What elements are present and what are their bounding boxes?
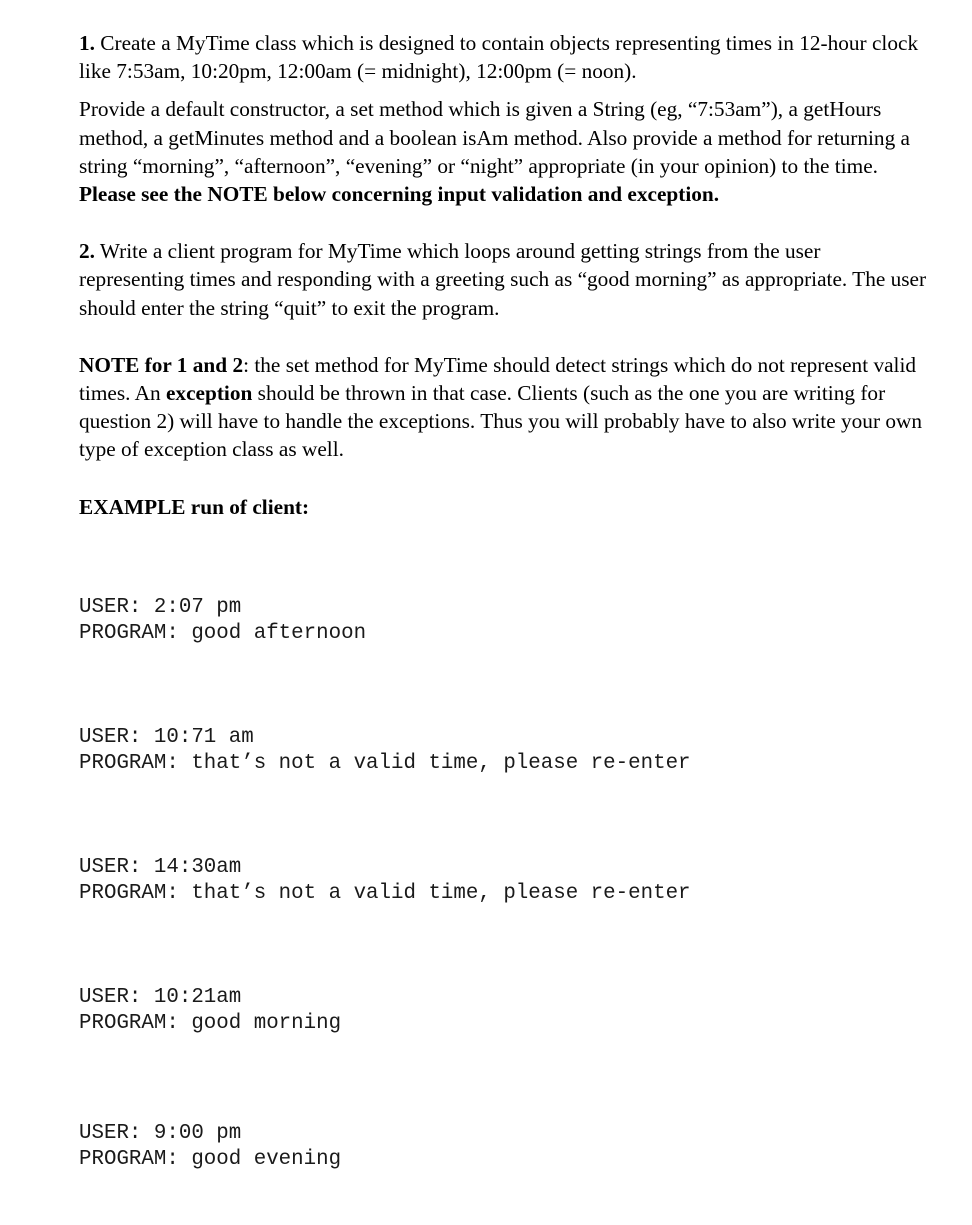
question-1-number: 1. <box>79 31 95 55</box>
user-input-line: USER: 10:71 am <box>79 725 254 749</box>
note-text-b: should be thrown in that case. Clients (such as the one you are writing for question 2) will have to handle the exceptions. Thus you will probably have to also write your own type of exception class as well. <box>79 381 923 462</box>
question-1-requirements-text: Provide a default constructor, a set method which is given a String (eg, “7:53am”), a getHours method, a getMinutes method and a boolean isAm method. Also provide a method for returning a string “morning”, “afternoon”, “evening” or “night” appropriate (in your opinion) to the time. <box>79 97 910 178</box>
user-input-line: USER: 10:21am <box>79 985 242 1009</box>
example-exchange <box>79 855 929 907</box>
example-exchange <box>79 1121 929 1173</box>
program-response-line: PROGRAM: that’s not a valid time, please re-enter <box>79 881 691 905</box>
question-2-text: Write a client program for MyTime which loops around getting strings from the user representing times and responding with a greeting such as “good morning” as appropriate. The user should enter the string “quit” to exit the program. <box>79 239 927 320</box>
example-exchange <box>79 985 929 1037</box>
user-input-line: USER: 14:30am <box>79 855 242 879</box>
question-2 <box>79 237 929 322</box>
note-text-a: : the set method for MyTime should detect strings which do not represent valid times. An <box>79 352 917 406</box>
example-transcript <box>79 543 929 1225</box>
example-exchange <box>79 595 929 647</box>
question-1-requirements <box>79 95 929 208</box>
question-1-note-reference: Please see the NOTE below concerning input validation and exception. <box>79 182 720 207</box>
note-label: NOTE for 1 and 2 <box>79 352 244 377</box>
user-input-line: USER: 2:07 pm <box>79 595 242 619</box>
note-bold-exception: exception <box>165 381 253 406</box>
question-1-intro <box>79 29 929 85</box>
program-response-line: PROGRAM: good afternoon <box>79 621 367 645</box>
program-response-line: PROGRAM: that’s not a valid time, please re-enter <box>79 751 691 775</box>
example-heading: EXAMPLE run of client: <box>79 494 310 519</box>
note-paragraph <box>79 351 929 464</box>
program-response-line: PROGRAM: good morning <box>79 1011 342 1035</box>
assignment-document <box>79 29 929 1225</box>
question-1-text: Create a MyTime class which is designed to contain objects representing times in 12-hour clock like 7:53am, 10:20pm, 12:00am (= midnight), 12:00pm (= noon). <box>79 31 919 84</box>
user-input-line: USER: 9:00 pm <box>79 1121 242 1145</box>
program-response-line: PROGRAM: good evening <box>79 1147 342 1171</box>
question-2-number: 2. <box>79 239 95 264</box>
example-exchange <box>79 725 929 777</box>
